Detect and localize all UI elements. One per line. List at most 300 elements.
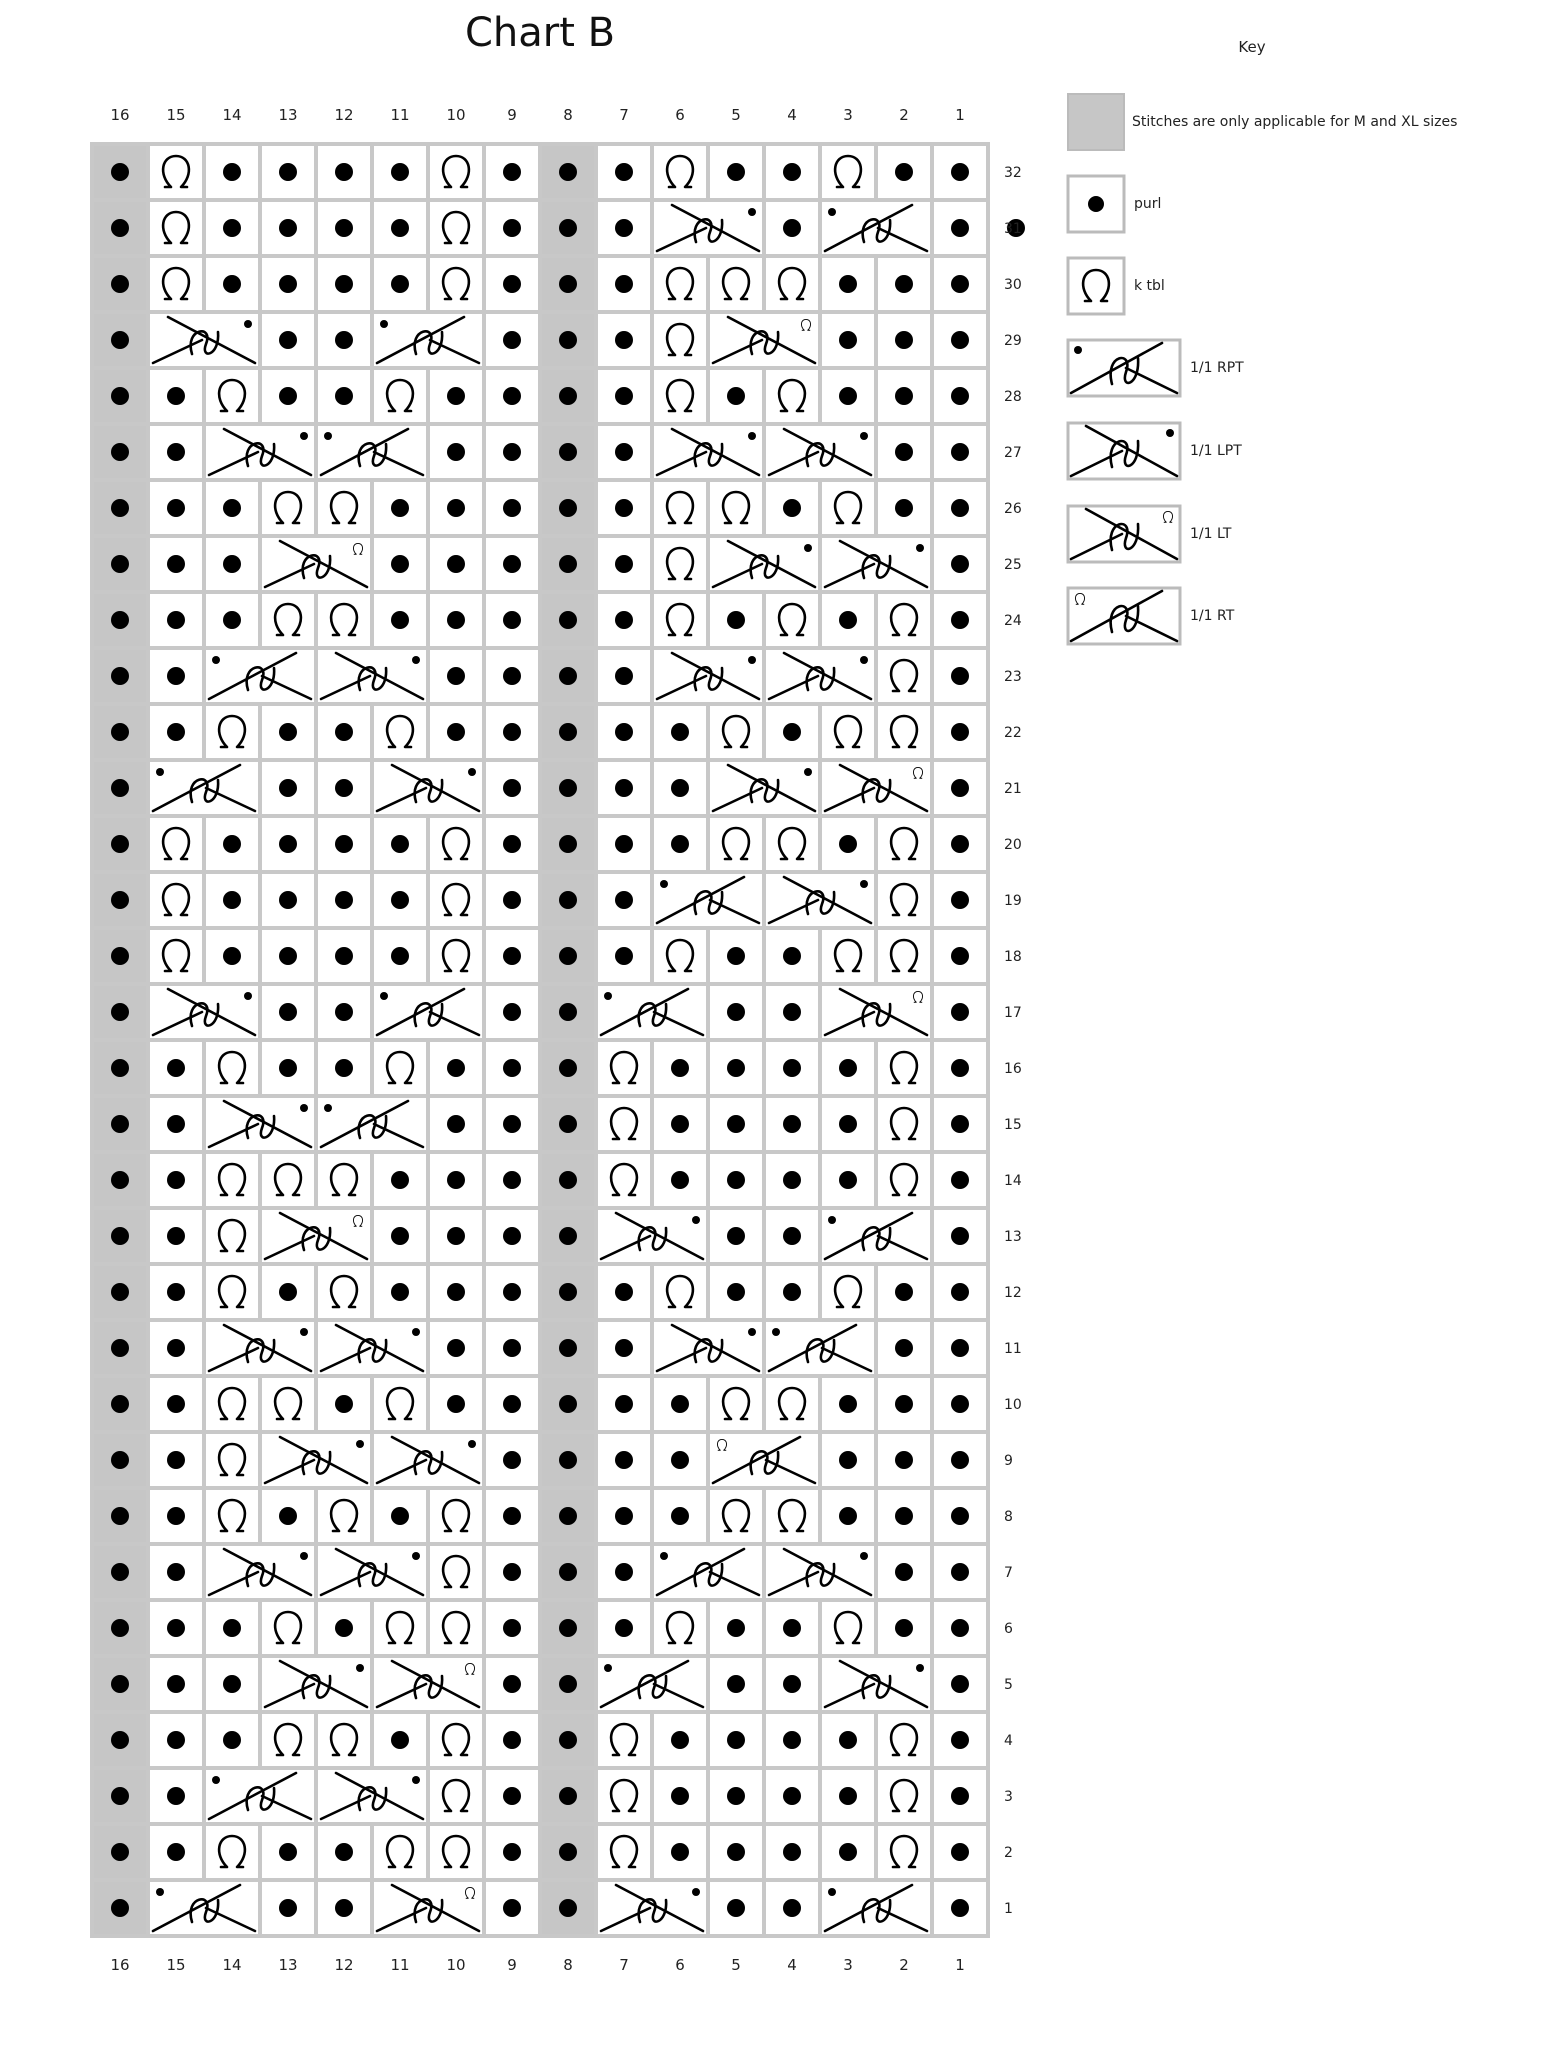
stitch-cell bbox=[206, 1546, 314, 1598]
stitch-cell bbox=[430, 370, 482, 422]
stitch-cell bbox=[430, 146, 482, 198]
stitch-cell bbox=[318, 1322, 426, 1374]
stitch-cell bbox=[822, 1490, 874, 1542]
stitch-cell bbox=[934, 1266, 986, 1318]
column-label: 10 bbox=[446, 106, 466, 124]
stitch-cell bbox=[598, 818, 650, 870]
key-label: Stitches are only applicable for M and XL sizes bbox=[1132, 114, 1458, 130]
stitch-cell bbox=[654, 1490, 706, 1542]
stitch-cell bbox=[766, 818, 818, 870]
stitch-cell bbox=[654, 146, 706, 198]
stitch-cell bbox=[710, 1378, 762, 1430]
stitch-cell bbox=[430, 930, 482, 982]
stitch-cell bbox=[542, 1378, 594, 1430]
stitch-cell bbox=[654, 202, 762, 254]
row-label: 26 bbox=[1004, 501, 1022, 517]
key-label: purl bbox=[1134, 196, 1162, 212]
stitch-cell bbox=[542, 1098, 594, 1150]
stitch-cell bbox=[542, 370, 594, 422]
stitch-cell bbox=[486, 1098, 538, 1150]
stitch-cell bbox=[150, 1322, 202, 1374]
stitch-cell bbox=[822, 1434, 874, 1486]
stitch-cell bbox=[94, 258, 146, 310]
stitch-cell bbox=[206, 1154, 258, 1206]
stitch-cell bbox=[486, 1882, 538, 1934]
stitch-cell bbox=[934, 1882, 986, 1934]
stitch-cell bbox=[598, 1714, 650, 1766]
stitch-cell bbox=[542, 1546, 594, 1598]
stitch-cell bbox=[654, 258, 706, 310]
column-label: 8 bbox=[563, 106, 573, 124]
stitch-cell bbox=[934, 538, 986, 590]
stitch-cell bbox=[822, 202, 930, 254]
stitch-cell bbox=[598, 1770, 650, 1822]
stitch-cell bbox=[262, 146, 314, 198]
stitch-cell bbox=[598, 986, 706, 1038]
key-label: 1/1 RPT bbox=[1190, 360, 1244, 376]
stitch-cell bbox=[318, 1266, 370, 1318]
stitch-cell bbox=[934, 594, 986, 646]
stitch-cell bbox=[318, 1378, 370, 1430]
stitch-cell bbox=[206, 1658, 258, 1710]
stitch-cell bbox=[654, 1546, 762, 1598]
stitch-cell bbox=[542, 1154, 594, 1206]
stitch-cell bbox=[542, 594, 594, 646]
stitch-cell bbox=[94, 482, 146, 534]
stitch-cell bbox=[374, 986, 482, 1038]
stitch-cell bbox=[150, 930, 202, 982]
stitch-cell bbox=[430, 650, 482, 702]
stitch-cell bbox=[542, 874, 594, 926]
stitch-cell bbox=[486, 1434, 538, 1486]
row-label: 2 bbox=[1004, 1845, 1013, 1861]
column-label: 16 bbox=[110, 1956, 130, 1974]
stitch-cell bbox=[430, 1322, 482, 1374]
stitch-cell bbox=[934, 1154, 986, 1206]
stitch-cell bbox=[542, 818, 594, 870]
stitch-cell bbox=[878, 1490, 930, 1542]
key-item bbox=[1068, 176, 1161, 232]
stitch-cell bbox=[822, 930, 874, 982]
stitch-cell bbox=[374, 930, 426, 982]
stitch-cell bbox=[430, 1490, 482, 1542]
stitch-cell bbox=[710, 1042, 762, 1094]
stitch-cell bbox=[374, 482, 426, 534]
stitch-cell bbox=[598, 762, 650, 814]
stitch-cell bbox=[878, 1714, 930, 1766]
stitch-cell bbox=[318, 202, 370, 254]
stitch-cell bbox=[262, 1378, 314, 1430]
stitch-cell bbox=[542, 258, 594, 310]
stitch-cell bbox=[150, 370, 202, 422]
row-label: 8 bbox=[1004, 1509, 1013, 1525]
row-label: 6 bbox=[1004, 1621, 1013, 1637]
row-label: 16 bbox=[1004, 1061, 1022, 1077]
stitch-cell bbox=[486, 202, 538, 254]
stitch-cell bbox=[878, 1042, 930, 1094]
stitch-cell bbox=[822, 1658, 930, 1710]
stitch-cell bbox=[822, 1378, 874, 1430]
stitch-cell bbox=[206, 594, 258, 646]
stitch-cell bbox=[206, 1266, 258, 1318]
stitch-cell bbox=[878, 818, 930, 870]
stitch-cell bbox=[766, 1490, 818, 1542]
stitch-cell bbox=[374, 538, 426, 590]
stitch-cell bbox=[766, 258, 818, 310]
stitch-cell bbox=[206, 818, 258, 870]
stitch-cell bbox=[878, 1378, 930, 1430]
column-label: 16 bbox=[110, 106, 130, 124]
stitch-cell bbox=[206, 482, 258, 534]
stitch-cell bbox=[486, 426, 538, 478]
stitch-cell bbox=[654, 1154, 706, 1206]
column-label: 8 bbox=[563, 1956, 573, 1974]
row-label: 7 bbox=[1004, 1565, 1013, 1581]
stitch-cell bbox=[710, 1098, 762, 1150]
stitch-cell bbox=[654, 594, 706, 646]
stitch-cell bbox=[486, 1042, 538, 1094]
stitch-cell bbox=[542, 762, 594, 814]
stitch-cell bbox=[542, 1434, 594, 1486]
stitch-cell bbox=[374, 146, 426, 198]
stitch-cell bbox=[822, 538, 930, 590]
row-label: 21 bbox=[1004, 781, 1022, 797]
stitch-cell bbox=[318, 1042, 370, 1094]
stitch-cell bbox=[598, 874, 650, 926]
stitch-cell bbox=[710, 762, 818, 814]
stitch-cell bbox=[598, 1322, 650, 1374]
stitch-cell bbox=[542, 706, 594, 758]
stitch-cell bbox=[710, 482, 762, 534]
stitch-cell bbox=[822, 1826, 874, 1878]
stitch-cell bbox=[598, 1154, 650, 1206]
stitch-cell bbox=[542, 1770, 594, 1822]
row-label: 30 bbox=[1004, 277, 1022, 293]
stitch-cell bbox=[934, 650, 986, 702]
stitch-cell bbox=[206, 426, 314, 478]
column-label: 7 bbox=[619, 1956, 629, 1974]
stitch-cell bbox=[94, 874, 146, 926]
stitch-cell bbox=[150, 146, 202, 198]
stitch-cell bbox=[430, 1210, 482, 1262]
stitch-cell bbox=[374, 1210, 426, 1262]
stitch-cell bbox=[430, 538, 482, 590]
stitch-cell bbox=[486, 1658, 538, 1710]
stitch-cell bbox=[486, 874, 538, 926]
stitch-cell bbox=[598, 1378, 650, 1430]
stitch-cell bbox=[542, 1210, 594, 1262]
row-label: 13 bbox=[1004, 1229, 1022, 1245]
stitch-cell bbox=[430, 1154, 482, 1206]
stitch-cell bbox=[150, 258, 202, 310]
stitch-cell bbox=[598, 202, 650, 254]
stitch-cell bbox=[486, 650, 538, 702]
stitch-cell bbox=[150, 1714, 202, 1766]
key-item bbox=[1068, 588, 1235, 644]
stitch-cell bbox=[150, 1490, 202, 1542]
stitch-cell bbox=[822, 482, 874, 534]
stitch-cell bbox=[542, 1266, 594, 1318]
stitch-cell bbox=[878, 1826, 930, 1878]
stitch-cell bbox=[598, 314, 650, 366]
stitch-cell bbox=[934, 1826, 986, 1878]
stitch-cell bbox=[430, 594, 482, 646]
row-label: 10 bbox=[1004, 1397, 1022, 1413]
stitch-cell bbox=[934, 1770, 986, 1822]
stitch-cell bbox=[262, 314, 314, 366]
stitch-cell bbox=[934, 1434, 986, 1486]
stitch-cell bbox=[150, 594, 202, 646]
stitch-cell bbox=[206, 1098, 314, 1150]
stitch-cell bbox=[934, 202, 986, 254]
stitch-cell bbox=[710, 1826, 762, 1878]
stitch-cell bbox=[486, 1154, 538, 1206]
stitch-cell bbox=[766, 146, 818, 198]
stitch-cell bbox=[710, 1490, 762, 1542]
stitch-cell bbox=[934, 930, 986, 982]
stitch-cell bbox=[486, 370, 538, 422]
stitch-cell bbox=[654, 1322, 762, 1374]
stitch-cell bbox=[654, 1042, 706, 1094]
stitch-cell bbox=[934, 1714, 986, 1766]
stitch-cell bbox=[766, 874, 874, 926]
stitch-cell bbox=[430, 1042, 482, 1094]
row-label: 27 bbox=[1004, 445, 1022, 461]
stitch-cell bbox=[822, 762, 930, 814]
stitch-cell bbox=[486, 706, 538, 758]
stitch-cell bbox=[262, 1658, 370, 1710]
stitch-cell bbox=[94, 1210, 146, 1262]
stitch-cell bbox=[486, 594, 538, 646]
stitch-cell bbox=[486, 818, 538, 870]
stitch-cell bbox=[542, 930, 594, 982]
stitch-cell bbox=[318, 762, 370, 814]
column-label: 5 bbox=[731, 106, 741, 124]
stitch-cell bbox=[94, 818, 146, 870]
stitch-cell bbox=[486, 1546, 538, 1598]
stitch-cell bbox=[150, 1882, 258, 1934]
stitch-cell bbox=[542, 650, 594, 702]
stitch-cell bbox=[878, 1098, 930, 1150]
stitch-cell bbox=[654, 1434, 706, 1486]
stitch-cell bbox=[934, 1658, 986, 1710]
stitch-cell bbox=[374, 706, 426, 758]
stitch-cell bbox=[94, 314, 146, 366]
stitch-cell bbox=[94, 1770, 146, 1822]
stitch-cell bbox=[598, 1826, 650, 1878]
stitch-cell bbox=[654, 1602, 706, 1654]
stitch-cell bbox=[486, 1210, 538, 1262]
stitch-cell bbox=[598, 1882, 706, 1934]
stitch-cell bbox=[318, 258, 370, 310]
stitch-cell bbox=[766, 1882, 818, 1934]
stitch-cell bbox=[822, 1714, 874, 1766]
stitch-cell bbox=[542, 1882, 594, 1934]
stitch-cell bbox=[654, 314, 706, 366]
stitch-cell bbox=[878, 314, 930, 366]
stitch-cell bbox=[822, 594, 874, 646]
stitch-cell bbox=[598, 1658, 706, 1710]
key-heading: Key bbox=[1238, 38, 1266, 56]
stitch-cell bbox=[318, 314, 370, 366]
stitch-cell bbox=[766, 1826, 818, 1878]
stitch-cell bbox=[654, 706, 706, 758]
stitch-cell bbox=[150, 818, 202, 870]
stitch-cell bbox=[94, 1378, 146, 1430]
stitch-cell bbox=[206, 1322, 314, 1374]
stitch-cell bbox=[822, 370, 874, 422]
stitch-cell bbox=[934, 818, 986, 870]
key-item bbox=[1068, 340, 1244, 396]
stitch-cell bbox=[822, 1098, 874, 1150]
row-label: 14 bbox=[1004, 1173, 1022, 1189]
stitch-cell bbox=[654, 482, 706, 534]
stitch-cell bbox=[150, 1434, 202, 1486]
stitch-cell bbox=[262, 202, 314, 254]
stitch-cell bbox=[598, 146, 650, 198]
stitch-cell bbox=[710, 1266, 762, 1318]
column-label: 3 bbox=[843, 106, 853, 124]
stitch-cell bbox=[430, 874, 482, 926]
key-label: 1/1 LPT bbox=[1190, 443, 1242, 459]
stitch-cell bbox=[374, 594, 426, 646]
stitch-cell bbox=[150, 426, 202, 478]
stitch-cell bbox=[206, 1714, 258, 1766]
stitch-cell bbox=[542, 1490, 594, 1542]
stitch-cell bbox=[262, 1490, 314, 1542]
stitch-cell bbox=[150, 650, 202, 702]
stitch-cell bbox=[262, 594, 314, 646]
stitch-cell bbox=[318, 930, 370, 982]
stitch-cell bbox=[486, 1322, 538, 1374]
stitch-cell bbox=[374, 1658, 482, 1710]
stitch-cell bbox=[206, 258, 258, 310]
stitch-cell bbox=[878, 1322, 930, 1374]
stitch-cell bbox=[150, 706, 202, 758]
stitch-cell bbox=[374, 1714, 426, 1766]
stitch-cell bbox=[150, 1546, 202, 1598]
stitch-cell bbox=[542, 314, 594, 366]
stitch-cell bbox=[766, 594, 818, 646]
stitch-cell bbox=[934, 1098, 986, 1150]
stitch-cell bbox=[206, 1042, 258, 1094]
stitch-cell bbox=[710, 258, 762, 310]
stitch-cell bbox=[262, 1882, 314, 1934]
row-label: 32 bbox=[1004, 165, 1022, 181]
stitch-cell bbox=[766, 986, 818, 1038]
stitch-cell bbox=[430, 258, 482, 310]
stitch-cell bbox=[94, 594, 146, 646]
stitch-cell bbox=[934, 370, 986, 422]
stitch-cell bbox=[822, 1882, 930, 1934]
stitch-cell bbox=[318, 818, 370, 870]
stitch-cell bbox=[262, 482, 314, 534]
column-label: 2 bbox=[899, 106, 909, 124]
stitch-cell bbox=[542, 1042, 594, 1094]
column-label: 5 bbox=[731, 1956, 741, 1974]
stitch-cell bbox=[94, 1602, 146, 1654]
stitch-cell bbox=[598, 930, 650, 982]
column-label: 1 bbox=[955, 1956, 965, 1974]
chart-grid bbox=[90, 142, 1042, 1938]
stitch-cell bbox=[710, 314, 818, 366]
stitch-cell bbox=[318, 1602, 370, 1654]
stitch-cell bbox=[654, 874, 762, 926]
stitch-cell bbox=[486, 1714, 538, 1766]
stitch-cell bbox=[654, 762, 706, 814]
stitch-cell bbox=[766, 1546, 874, 1598]
stitch-cell bbox=[878, 1434, 930, 1486]
stitch-cell bbox=[878, 1154, 930, 1206]
stitch-cell bbox=[766, 482, 818, 534]
row-label: 19 bbox=[1004, 893, 1022, 909]
stitch-cell bbox=[710, 538, 818, 590]
stitch-cell bbox=[486, 1826, 538, 1878]
stitch-cell bbox=[486, 482, 538, 534]
stitch-cell bbox=[94, 1714, 146, 1766]
row-label: 4 bbox=[1004, 1733, 1013, 1749]
stitch-cell bbox=[430, 426, 482, 478]
stitch-cell bbox=[878, 706, 930, 758]
stitch-cell bbox=[94, 1546, 146, 1598]
stitch-cell bbox=[934, 1602, 986, 1654]
row-label: 11 bbox=[1004, 1341, 1022, 1357]
stitch-cell bbox=[598, 594, 650, 646]
stitch-cell bbox=[934, 874, 986, 926]
row-label: 5 bbox=[1004, 1677, 1013, 1693]
stitch-cell bbox=[878, 146, 930, 198]
stitch-cell bbox=[878, 1770, 930, 1822]
stitch-cell bbox=[318, 1154, 370, 1206]
stitch-cell bbox=[486, 1602, 538, 1654]
stitch-cell bbox=[766, 650, 874, 702]
column-label: 11 bbox=[390, 106, 410, 124]
stitch-cell bbox=[878, 930, 930, 982]
stitch-cell bbox=[598, 538, 650, 590]
stitch-cell bbox=[766, 1154, 818, 1206]
stitch-cell bbox=[206, 1602, 258, 1654]
column-label: 13 bbox=[278, 106, 298, 124]
stitch-cell bbox=[766, 1098, 818, 1150]
stitch-cell bbox=[878, 370, 930, 422]
row-label: 23 bbox=[1004, 669, 1022, 685]
stitch-cell bbox=[150, 986, 258, 1038]
stitch-cell bbox=[430, 1714, 482, 1766]
stitch-cell bbox=[542, 482, 594, 534]
column-label: 3 bbox=[843, 1956, 853, 1974]
stitch-cell bbox=[766, 1714, 818, 1766]
stitch-cell bbox=[206, 146, 258, 198]
stitch-cell bbox=[374, 1266, 426, 1318]
row-label: 20 bbox=[1004, 837, 1022, 853]
stitch-cell bbox=[822, 706, 874, 758]
stitch-cell bbox=[262, 818, 314, 870]
stitch-cell bbox=[94, 1882, 146, 1934]
stitch-cell bbox=[878, 426, 930, 478]
stitch-cell bbox=[318, 1098, 426, 1150]
stitch-cell bbox=[430, 1266, 482, 1318]
stitch-cell bbox=[430, 1546, 482, 1598]
stitch-cell bbox=[374, 1602, 426, 1654]
stitch-cell bbox=[542, 426, 594, 478]
stitch-cell bbox=[318, 146, 370, 198]
stitch-cell bbox=[374, 1490, 426, 1542]
stitch-cell bbox=[150, 314, 258, 366]
stitch-cell bbox=[710, 986, 762, 1038]
stitch-cell bbox=[934, 314, 986, 366]
stitch-cell bbox=[262, 1826, 314, 1878]
stitch-cell bbox=[542, 1714, 594, 1766]
